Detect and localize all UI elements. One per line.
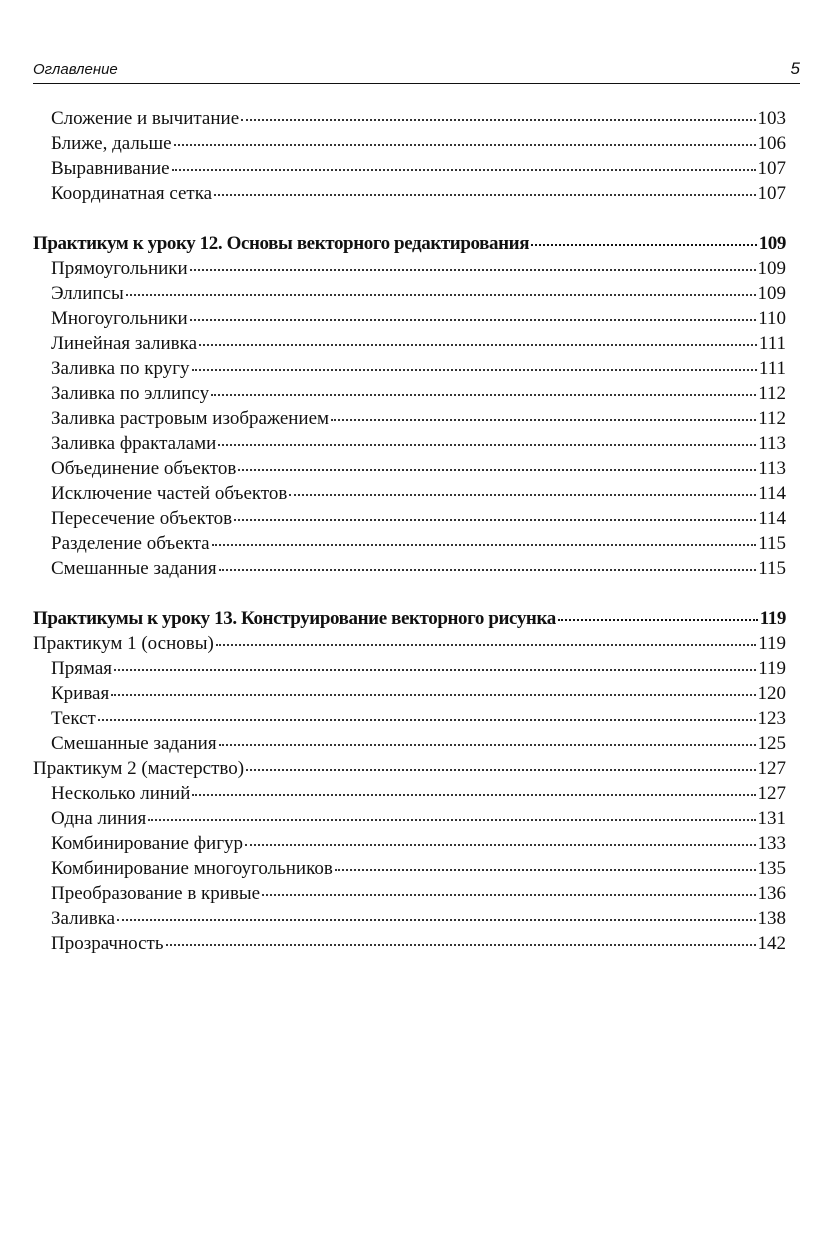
toc-entry-label: Координатная сетка bbox=[51, 183, 213, 204]
dot-leader bbox=[218, 444, 756, 446]
toc-entry-page: 127 bbox=[757, 758, 786, 779]
toc-section-heading[interactable] bbox=[33, 231, 786, 256]
toc-entry[interactable] bbox=[33, 856, 786, 881]
dot-leader bbox=[192, 369, 757, 371]
toc-entry-page: 114 bbox=[758, 483, 786, 504]
toc-entry-page: 127 bbox=[757, 783, 786, 804]
dot-leader bbox=[111, 694, 755, 696]
toc-entry[interactable] bbox=[33, 881, 786, 906]
section-spacer bbox=[33, 206, 786, 231]
toc-entry[interactable] bbox=[33, 331, 786, 356]
toc-entry-label: Заливка фракталами bbox=[51, 433, 217, 454]
toc-entry-page: 142 bbox=[757, 933, 786, 954]
toc-section-heading[interactable] bbox=[33, 606, 786, 631]
toc-entry[interactable] bbox=[33, 556, 786, 581]
toc-entry-page: 113 bbox=[758, 458, 786, 479]
toc-entry[interactable] bbox=[33, 506, 786, 531]
toc-entry-label: Объединение объектов bbox=[51, 458, 237, 479]
toc-entry-label: Многоугольники bbox=[51, 308, 188, 329]
toc-entry-page: 111 bbox=[758, 333, 786, 354]
toc-entry-label: Линейная заливка bbox=[51, 333, 198, 354]
toc-entry-label: Преобразование в кривые bbox=[51, 883, 261, 904]
dot-leader bbox=[190, 269, 756, 271]
dot-leader bbox=[148, 819, 755, 821]
toc-entry-label: Разделение объекта bbox=[51, 533, 210, 554]
toc-entry-label: Комбинирование многоугольников bbox=[51, 858, 333, 879]
toc-entry[interactable] bbox=[33, 156, 786, 181]
toc-entry-label: Комбинирование фигур bbox=[51, 833, 244, 854]
dot-leader bbox=[192, 794, 755, 796]
dot-leader bbox=[262, 894, 755, 896]
toc-entry-page: 110 bbox=[758, 308, 786, 329]
toc-entry[interactable] bbox=[33, 106, 786, 131]
toc-entry-label: Практикум к уроку 12. Основы векторного редактирования bbox=[33, 233, 530, 254]
toc-entry[interactable] bbox=[33, 306, 786, 331]
toc-entry-page: 111 bbox=[758, 358, 786, 379]
toc-entry[interactable] bbox=[33, 806, 786, 831]
toc-entry-page: 112 bbox=[758, 383, 786, 404]
dot-leader bbox=[246, 769, 755, 771]
toc-entry-label: Заливка по эллипсу bbox=[51, 383, 210, 404]
dot-leader bbox=[172, 169, 756, 171]
header-title: Оглавление bbox=[33, 61, 118, 78]
toc-entry-label: Кривая bbox=[51, 683, 110, 704]
dot-leader bbox=[114, 669, 756, 671]
toc-entry-page: 109 bbox=[757, 258, 786, 279]
toc-entry[interactable] bbox=[33, 931, 786, 956]
toc-entry-label: Заливка bbox=[51, 908, 116, 929]
toc-entry-label: Прямоугольники bbox=[51, 258, 188, 279]
dot-leader bbox=[241, 119, 755, 121]
toc-entry-page: 107 bbox=[757, 183, 786, 204]
dot-leader bbox=[219, 744, 756, 746]
dot-leader bbox=[331, 419, 756, 421]
toc-entry[interactable] bbox=[33, 456, 786, 481]
toc-entry-label: Текст bbox=[51, 708, 96, 729]
dot-leader bbox=[245, 844, 755, 846]
toc-entry[interactable] bbox=[33, 706, 786, 731]
toc-entry[interactable] bbox=[33, 731, 786, 756]
dot-leader bbox=[558, 619, 758, 621]
toc-entry-page: 109 bbox=[758, 233, 786, 254]
toc-entry-page: 119 bbox=[758, 658, 786, 679]
toc-entry-page: 113 bbox=[758, 433, 786, 454]
toc-entry-page: 135 bbox=[757, 858, 786, 879]
toc-entry[interactable] bbox=[33, 181, 786, 206]
dot-leader bbox=[174, 144, 756, 146]
toc-entry[interactable] bbox=[33, 681, 786, 706]
toc-entry-page: 103 bbox=[757, 108, 786, 129]
toc-entry[interactable] bbox=[33, 281, 786, 306]
table-of-contents bbox=[33, 106, 786, 956]
toc-entry-label: Прямая bbox=[51, 658, 113, 679]
toc-entry-label: Эллипсы bbox=[51, 283, 124, 304]
toc-entry-page: 106 bbox=[757, 133, 786, 154]
toc-entry[interactable] bbox=[33, 431, 786, 456]
toc-entry[interactable] bbox=[33, 531, 786, 556]
dot-leader bbox=[212, 544, 757, 546]
toc-entry[interactable] bbox=[33, 831, 786, 856]
toc-entry-label: Сложение и вычитание bbox=[51, 108, 240, 129]
toc-entry[interactable] bbox=[33, 406, 786, 431]
toc-entry-page: 119 bbox=[759, 608, 786, 629]
toc-entry-page: 115 bbox=[758, 558, 786, 579]
dot-leader bbox=[211, 394, 756, 396]
toc-entry[interactable] bbox=[33, 131, 786, 156]
toc-entry-page: 107 bbox=[757, 158, 786, 179]
toc-entry-page: 112 bbox=[758, 408, 786, 429]
toc-entry-label: Практикум 1 (основы) bbox=[33, 633, 214, 654]
toc-entry-page: 125 bbox=[757, 733, 786, 754]
header-page-number: 5 bbox=[790, 59, 800, 78]
toc-entry-page: 138 bbox=[757, 908, 786, 929]
toc-entry-label: Несколько линий bbox=[51, 783, 191, 804]
dot-leader bbox=[531, 244, 757, 246]
dot-leader bbox=[214, 194, 755, 196]
toc-entry-page: 114 bbox=[758, 508, 786, 529]
toc-subsection[interactable] bbox=[33, 631, 786, 656]
toc-entry[interactable] bbox=[33, 356, 786, 381]
toc-entry-label: Ближе, дальше bbox=[51, 133, 172, 154]
toc-entry[interactable] bbox=[33, 381, 786, 406]
toc-entry-page: 133 bbox=[757, 833, 786, 854]
toc-entry[interactable] bbox=[33, 481, 786, 506]
toc-entry-page: 123 bbox=[757, 708, 786, 729]
toc-entry-page: 115 bbox=[758, 533, 786, 554]
dot-leader bbox=[126, 294, 756, 296]
toc-entry[interactable] bbox=[33, 656, 786, 681]
dot-leader bbox=[98, 719, 756, 721]
toc-entry-label: Пересечение объектов bbox=[51, 508, 233, 529]
dot-leader bbox=[190, 319, 757, 321]
toc-entry-label: Выравнивание bbox=[51, 158, 170, 179]
running-header bbox=[33, 59, 800, 84]
dot-leader bbox=[199, 344, 757, 346]
toc-entry-label: Смешанные задания bbox=[51, 558, 217, 579]
toc-entry-page: 109 bbox=[757, 283, 786, 304]
dot-leader bbox=[219, 569, 757, 571]
toc-entry-page: 120 bbox=[757, 683, 786, 704]
toc-entry-label: Одна линия bbox=[51, 808, 147, 829]
toc-entry[interactable] bbox=[33, 256, 786, 281]
toc-subsection[interactable] bbox=[33, 756, 786, 781]
toc-entry[interactable] bbox=[33, 906, 786, 931]
dot-leader bbox=[117, 919, 755, 921]
toc-entry-page: 131 bbox=[757, 808, 786, 829]
dot-leader bbox=[216, 644, 756, 646]
toc-entry-page: 136 bbox=[757, 883, 786, 904]
toc-entry-label: Исключение частей объектов bbox=[51, 483, 288, 504]
dot-leader bbox=[234, 519, 756, 521]
toc-entry-label: Смешанные задания bbox=[51, 733, 217, 754]
toc-entry-label: Заливка растровым изображением bbox=[51, 408, 330, 429]
toc-entry-label: Прозрачность bbox=[51, 933, 164, 954]
toc-entry-label: Заливка по кругу bbox=[51, 358, 190, 379]
toc-entry-label: Практикум 2 (мастерство) bbox=[33, 758, 245, 779]
dot-leader bbox=[166, 944, 756, 946]
toc-entry[interactable] bbox=[33, 781, 786, 806]
dot-leader bbox=[238, 469, 756, 471]
dot-leader bbox=[289, 494, 756, 496]
dot-leader bbox=[335, 869, 756, 871]
toc-entry-label: Практикумы к уроку 13. Конструирование векторного рисунка bbox=[33, 608, 556, 629]
section-spacer bbox=[33, 581, 786, 606]
toc-entry-page: 119 bbox=[758, 633, 786, 654]
